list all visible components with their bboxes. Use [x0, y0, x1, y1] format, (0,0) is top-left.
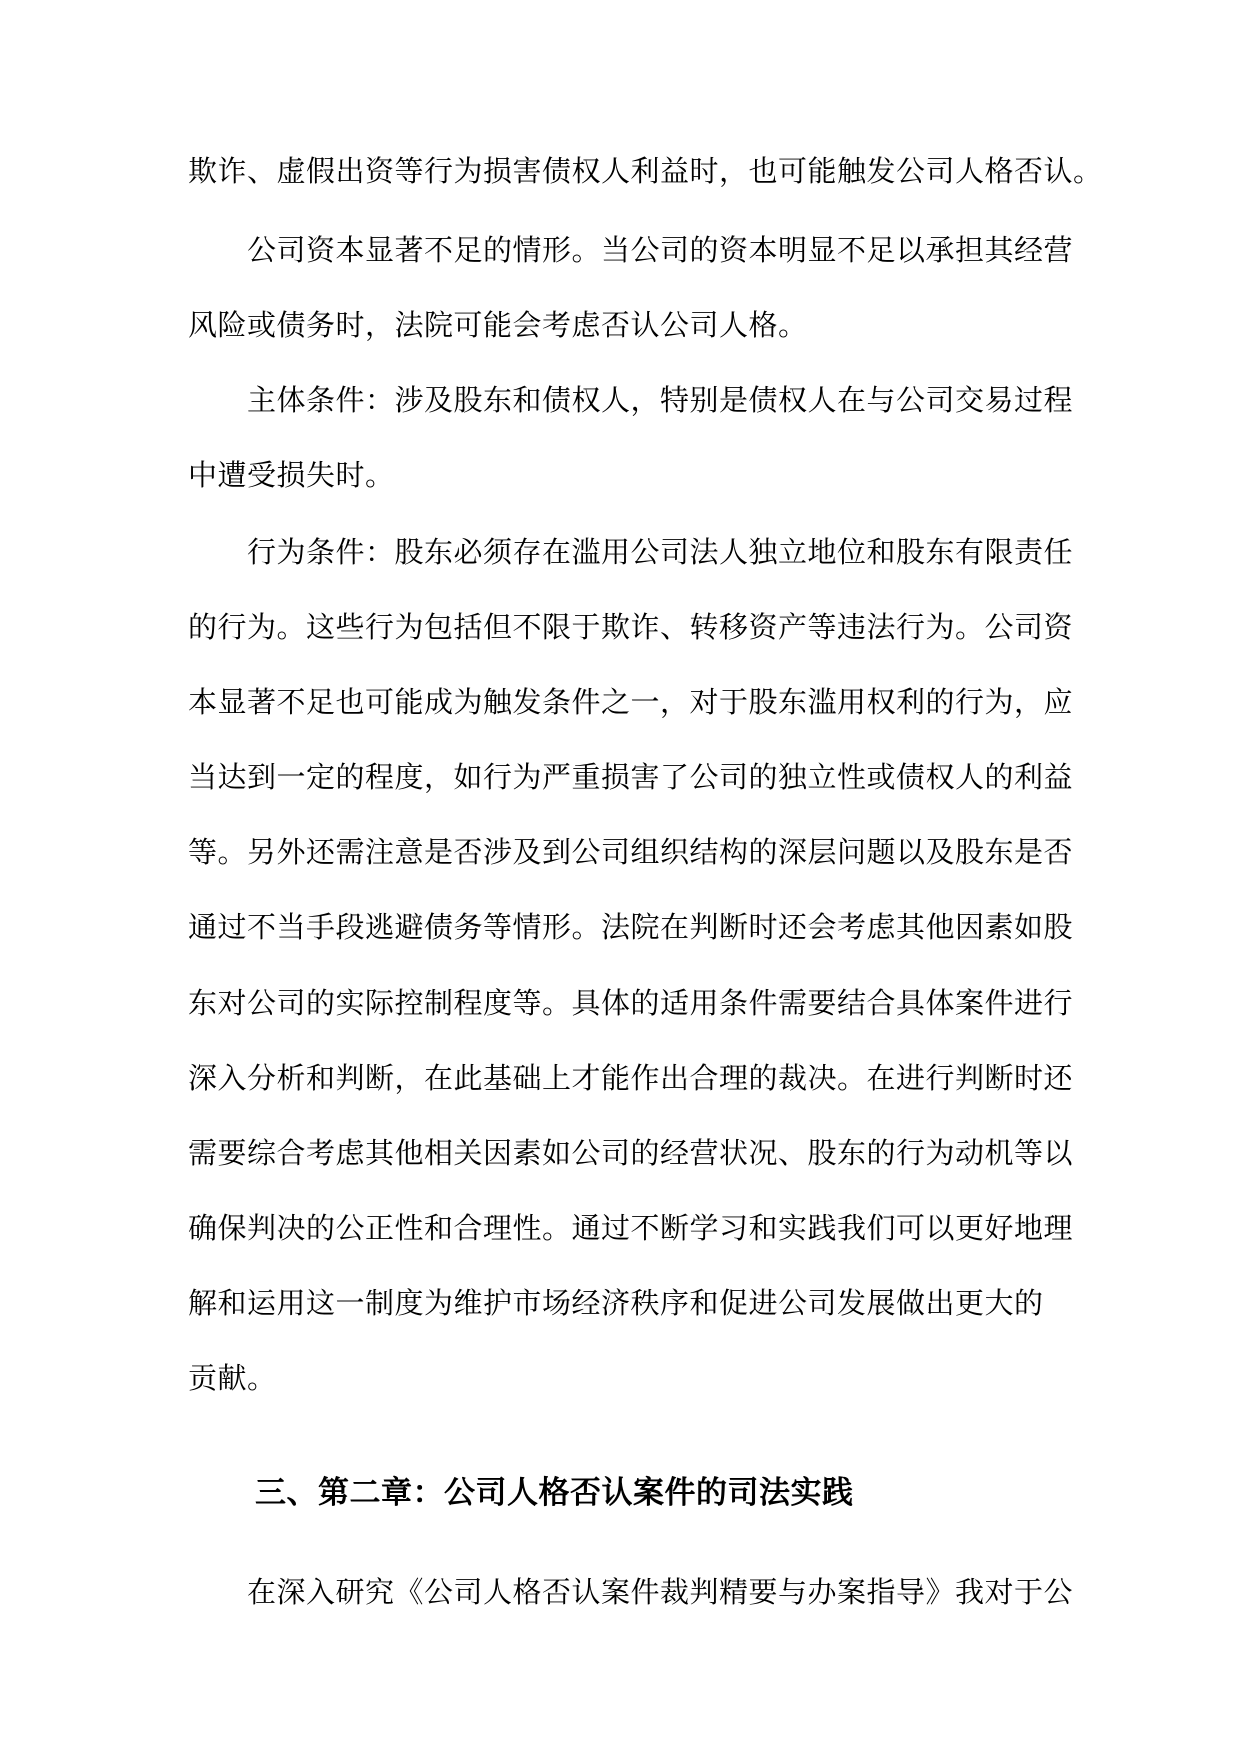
section-heading: 三、第二章：公司人格否认案件的司法实践	[255, 1475, 854, 1511]
paragraph-line: 主体条件：涉及股东和债权人，特别是债权人在与公司交易过程	[247, 383, 1074, 417]
paragraph-line: 等。另外还需注意是否涉及到公司组织结构的深层问题以及股东是否	[188, 835, 1074, 869]
paragraph-line: 解和运用这一制度为维护市场经济秩序和促进公司发展做出更大的	[188, 1286, 1044, 1320]
paragraph-line: 当达到一定的程度，如行为严重损害了公司的独立性或债权人的利益	[188, 760, 1074, 794]
paragraph-line: 东对公司的实际控制程度等。具体的适用条件需要结合具体案件进行	[188, 986, 1074, 1020]
paragraph-line: 深入分析和判断，在此基础上才能作出合理的裁决。在进行判断时还	[188, 1061, 1074, 1095]
paragraph-line: 公司资本显著不足的情形。当公司的资本明显不足以承担其经营	[247, 233, 1074, 267]
paragraph-line: 通过不当手段逃避债务等情形。法院在判断时还会考虑其他因素如股	[188, 910, 1074, 944]
paragraph-line: 确保判决的公正性和合理性。通过不断学习和实践我们可以更好地理	[188, 1211, 1074, 1245]
paragraph-line: 贡献。	[188, 1361, 277, 1395]
paragraph-line: 欺诈、虚假出资等行为损害债权人利益时，也可能触发公司人格否认。	[188, 154, 1103, 188]
paragraph-line: 的行为。这些行为包括但不限于欺诈、转移资产等违法行为。公司资	[188, 610, 1074, 644]
paragraph-line: 中遭受损失时。	[188, 458, 395, 492]
paragraph-line: 需要综合考虑其他相关因素如公司的经营状况、股东的行为动机等以	[188, 1136, 1074, 1170]
paragraph-line: 风险或债务时，法院可能会考虑否认公司人格。	[188, 308, 808, 342]
paragraph-line: 行为条件：股东必须存在滥用公司法人独立地位和股东有限责任	[247, 535, 1074, 569]
paragraph-line: 本显著不足也可能成为触发条件之一，对于股东滥用权利的行为，应	[188, 685, 1074, 719]
paragraph-line: 在深入研究《公司人格否认案件裁判精要与办案指导》我对于公	[247, 1575, 1074, 1609]
